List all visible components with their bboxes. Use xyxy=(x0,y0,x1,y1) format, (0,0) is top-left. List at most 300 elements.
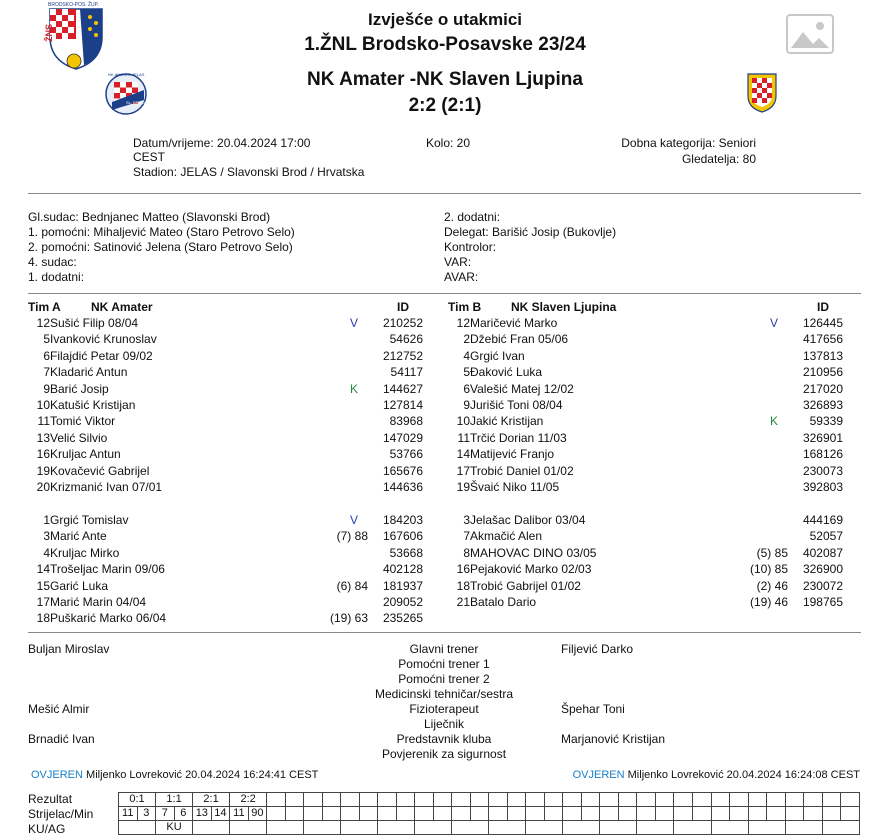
empty-cell xyxy=(489,807,508,821)
scorer-cell: 11 xyxy=(230,807,249,821)
staff-role: Medicinski tehničar/sestra xyxy=(374,687,514,701)
result-cell: 2:2 xyxy=(230,793,267,807)
player-id: 209052 xyxy=(382,595,423,609)
player-number: 11 xyxy=(457,430,470,445)
player-number: 7 xyxy=(463,529,470,544)
empty-cell xyxy=(415,793,434,807)
player-row xyxy=(448,512,868,528)
empty-cell xyxy=(822,807,841,821)
official-entry: Kontrolor: xyxy=(444,240,497,254)
player-row xyxy=(448,446,868,462)
staff-role: Fizioterapeut xyxy=(409,702,479,716)
player-name: Barić Josip xyxy=(50,381,109,396)
home-club-logo xyxy=(104,72,148,116)
empty-cell xyxy=(378,807,397,821)
player-number: 5 xyxy=(43,332,50,347)
player-name: Marić Marin 04/04 xyxy=(50,595,147,609)
captain-flag: K xyxy=(770,414,779,429)
empty-cell xyxy=(304,807,323,821)
player-row xyxy=(28,463,448,479)
official-entry: 2. dodatni: xyxy=(444,210,501,224)
staff-role: Pomoćni trener 2 xyxy=(398,672,490,686)
team-b-id-header: ID xyxy=(817,300,829,314)
verification-home xyxy=(31,769,318,781)
player-number: 12 xyxy=(36,316,50,330)
goalkeeper-flag: V xyxy=(350,513,359,527)
player-name: Tomić Viktor xyxy=(50,414,116,429)
team-b-label: Tim B xyxy=(448,300,482,314)
player-id: 235265 xyxy=(382,611,423,626)
empty-cell xyxy=(341,807,360,821)
empty-cell xyxy=(322,793,341,807)
verified-label: OVJEREN xyxy=(572,769,625,781)
player-number: 16 xyxy=(456,562,470,577)
empty-cell xyxy=(600,793,619,807)
verified-text: Miljenko Lovreković 20.04.2024 16:24:08 CEST xyxy=(627,769,860,781)
player-number: 1 xyxy=(43,513,50,527)
team-a-id-header: ID xyxy=(397,300,409,314)
empty-cell xyxy=(804,793,823,807)
result-cell: 2:1 xyxy=(193,793,230,807)
player-id: 184203 xyxy=(382,513,423,527)
kuag-cell xyxy=(489,821,526,835)
player-name: Trčić Dorian 11/03 xyxy=(470,430,567,445)
team-a-name: NK Amater xyxy=(91,300,153,314)
player-row xyxy=(28,397,448,413)
scorer-cell: 6 xyxy=(174,807,193,821)
player-number: 17 xyxy=(456,463,470,478)
player-row xyxy=(448,397,868,413)
player-row xyxy=(28,594,448,610)
empty-cell xyxy=(637,807,656,821)
empty-cell xyxy=(452,793,471,807)
player-row xyxy=(28,430,448,446)
player-row xyxy=(28,528,448,544)
player-row xyxy=(28,315,448,331)
player-id: 144636 xyxy=(382,480,423,494)
player-id: 53766 xyxy=(389,447,423,462)
player-row xyxy=(28,381,448,397)
empty-cell xyxy=(378,793,397,807)
empty-cell xyxy=(581,793,600,807)
empty-cell xyxy=(785,793,804,807)
player-number: 4 xyxy=(43,545,50,560)
kuag-cell xyxy=(415,821,452,835)
substitution-minute: (7) 88 xyxy=(336,529,368,544)
empty-cell xyxy=(822,793,841,807)
player-number: 4 xyxy=(463,348,470,363)
away-club-logo xyxy=(746,70,778,114)
player-number: 17 xyxy=(36,595,50,609)
goalkeeper-flag: V xyxy=(770,316,779,330)
empty-cell xyxy=(267,793,286,807)
staff-member: Filjević Darko xyxy=(561,642,634,656)
result-cell: 0:1 xyxy=(119,793,156,807)
empty-cell xyxy=(804,807,823,821)
player-name: Akmačić Alen xyxy=(470,529,543,544)
player-number: 8 xyxy=(463,545,470,560)
verified-text: Miljenko Lovreković 20.04.2024 16:24:41 CEST xyxy=(86,769,319,781)
player-number: 15 xyxy=(36,578,50,593)
player-name: Đaković Luka xyxy=(470,365,543,380)
empty-cell xyxy=(730,793,749,807)
staff-role: Pomoćni trener 1 xyxy=(398,657,490,671)
player-id: 53668 xyxy=(389,545,423,560)
player-row xyxy=(448,528,868,544)
official-entry: 1. dodatni: xyxy=(28,270,85,284)
home-club-logo-subtext: SL. BROD xyxy=(126,100,145,105)
match-datetime: Datum/vrijeme: 20.04.2024 17:00 xyxy=(133,136,311,150)
player-number: 18 xyxy=(36,611,50,626)
player-name: Batalo Dario xyxy=(470,595,537,609)
empty-cell xyxy=(767,793,786,807)
player-name: Švaić Niko 11/05 xyxy=(470,480,560,494)
player-id: 54117 xyxy=(390,365,423,380)
player-id: 217020 xyxy=(802,381,843,396)
player-row xyxy=(448,463,868,479)
player-name: Krizmanić Ivan 07/01 xyxy=(50,480,163,494)
empty-cell xyxy=(433,807,452,821)
empty-cell xyxy=(618,807,637,821)
player-row xyxy=(28,331,448,347)
empty-cell xyxy=(767,807,786,821)
empty-cell xyxy=(841,793,860,807)
scorer-row xyxy=(119,807,860,821)
scorer-cell: 90 xyxy=(248,807,267,821)
summary-grid xyxy=(118,792,860,835)
verified-label: OVJEREN xyxy=(31,769,83,781)
official-entry: 1. pomoćni: Mihaljević Mateo (Staro Petrovo Selo) xyxy=(28,225,295,239)
empty-cell xyxy=(692,793,711,807)
empty-cell xyxy=(415,807,434,821)
empty-cell xyxy=(304,793,323,807)
player-row xyxy=(448,561,868,577)
player-name: Trošeljac Marin 09/06 xyxy=(50,562,165,577)
player-name: Grgić Tomislav xyxy=(50,513,129,527)
player-number: 14 xyxy=(456,447,470,462)
match-title: NK Amater -NK Slaven Ljupina xyxy=(307,69,583,90)
player-number: 6 xyxy=(463,381,470,396)
empty-cell xyxy=(748,793,767,807)
empty-cell xyxy=(600,807,619,821)
team-b-name: NK Slaven Ljupina xyxy=(511,300,617,314)
player-name: Kladarić Antun xyxy=(50,365,128,380)
player-id: 417656 xyxy=(802,332,843,347)
verification-away xyxy=(560,769,860,781)
empty-cell xyxy=(526,807,545,821)
player-number: 19 xyxy=(456,480,470,494)
player-row xyxy=(448,348,868,364)
player-id: 210956 xyxy=(802,365,843,380)
substitution-minute: (19) 63 xyxy=(329,611,368,626)
kuag-cell xyxy=(267,821,304,835)
player-row xyxy=(28,364,448,380)
match-stadium: Stadion: JELAS / Slavonski Brod / Hrvatska xyxy=(133,165,365,179)
player-id: 326901 xyxy=(802,430,843,445)
player-number: 2 xyxy=(463,332,470,347)
empty-cell xyxy=(563,807,582,821)
summary-label-scorer: Strijelac/Min xyxy=(28,807,94,821)
spectators: Gledatelja: 80 xyxy=(681,152,756,166)
player-row xyxy=(448,331,868,347)
kuag-cell xyxy=(452,821,489,835)
official-entry: Delegat: Barišić Josip (Bukovlje) xyxy=(444,225,617,239)
kuag-cell xyxy=(711,821,748,835)
player-name: Jakić Kristijan xyxy=(470,414,544,429)
player-name: Kruljac Mirko xyxy=(50,545,120,560)
age-category: Dobna kategorija: Seniori xyxy=(621,136,756,150)
kuag-cell xyxy=(230,821,267,835)
empty-cell xyxy=(526,793,545,807)
official-entry: 4. sudac: xyxy=(28,255,77,269)
player-number: 20 xyxy=(36,480,50,494)
result-row xyxy=(119,793,860,807)
player-name: Matijević Franjo xyxy=(470,447,555,462)
summary-label-result: Rezultat xyxy=(28,792,73,806)
player-name: Katušić Kristijan xyxy=(50,398,136,412)
player-name: Kruljac Antun xyxy=(50,447,121,462)
home-club-logo-text: NK AMATER-JELAS xyxy=(108,72,145,77)
kuag-cell xyxy=(785,821,822,835)
kuag-cell xyxy=(526,821,563,835)
player-name: Trobić Gabrijel 01/02 xyxy=(470,578,581,593)
player-number: 14 xyxy=(36,562,50,577)
player-name: Marić Ante xyxy=(50,529,107,544)
kuag-cell xyxy=(193,821,230,835)
divider xyxy=(28,632,861,633)
empty-cell xyxy=(637,793,656,807)
empty-cell xyxy=(470,793,489,807)
empty-cell xyxy=(452,807,471,821)
player-name: Maričević Marko xyxy=(470,316,558,330)
player-row xyxy=(448,430,868,446)
image-placeholder-icon xyxy=(786,14,834,54)
empty-cell xyxy=(489,793,508,807)
staff-member: Špehar Toni xyxy=(561,702,625,716)
staff-member: Mešić Almir xyxy=(28,702,90,716)
substitution-minute: (10) 85 xyxy=(749,562,788,577)
kuag-cell xyxy=(748,821,785,835)
player-id: 165676 xyxy=(382,463,423,478)
staff-member: Brnadić Ivan xyxy=(28,732,95,746)
player-row xyxy=(448,545,868,561)
player-number: 6 xyxy=(43,348,50,363)
player-name: Velić Silvio xyxy=(50,430,108,445)
staff-member: Buljan Miroslav xyxy=(28,642,110,656)
official-entry: VAR: xyxy=(444,255,472,269)
player-row xyxy=(28,610,448,626)
player-name: Jurišić Toni 08/04 xyxy=(470,398,563,412)
player-row xyxy=(448,381,868,397)
player-number: 3 xyxy=(463,513,470,527)
empty-cell xyxy=(470,807,489,821)
empty-cell xyxy=(563,793,582,807)
kuag-cell xyxy=(563,821,600,835)
summary-label-kuag: KU/AG xyxy=(28,822,66,836)
match-round: Kolo: 20 xyxy=(426,136,471,150)
player-id: 326900 xyxy=(802,562,843,577)
official-entry: AVAR: xyxy=(444,270,479,284)
divider xyxy=(28,193,861,194)
player-name: Garić Luka xyxy=(50,578,109,593)
scorer-cell: 7 xyxy=(156,807,175,821)
empty-cell xyxy=(692,807,711,821)
player-id: 144627 xyxy=(382,381,423,396)
player-id: 52057 xyxy=(809,529,843,544)
player-id: 230072 xyxy=(802,578,843,593)
match-score: 2:2 (2:1) xyxy=(408,95,482,116)
staff-role: Povjerenik za sigurnost xyxy=(381,747,507,761)
player-number: 3 xyxy=(43,529,50,544)
player-id: 168126 xyxy=(802,447,843,462)
empty-cell xyxy=(711,807,730,821)
kuag-cell xyxy=(341,821,378,835)
match-timezone: CEST xyxy=(133,150,166,164)
kuag-cell xyxy=(119,821,156,835)
empty-cell xyxy=(711,793,730,807)
empty-cell xyxy=(785,807,804,821)
empty-cell xyxy=(285,793,304,807)
kuag-cell xyxy=(637,821,674,835)
scorer-cell: 14 xyxy=(211,807,230,821)
kuag-cell xyxy=(674,821,711,835)
player-row xyxy=(28,413,448,429)
player-number: 11 xyxy=(37,414,50,429)
kuag-cell xyxy=(600,821,637,835)
player-number: 7 xyxy=(43,365,50,380)
substitution-minute: (6) 84 xyxy=(336,578,368,593)
player-name: Džebić Fran 05/06 xyxy=(470,332,569,347)
player-number: 19 xyxy=(36,463,50,478)
player-row xyxy=(448,578,868,594)
player-name: Valešić Matej 12/02 xyxy=(470,381,574,396)
player-id: 198765 xyxy=(802,595,843,609)
player-id: 230073 xyxy=(802,463,843,478)
player-number: 18 xyxy=(456,578,470,593)
player-number: 9 xyxy=(43,381,50,396)
player-name: Kovačević Gabrijel xyxy=(50,463,150,478)
player-number: 5 xyxy=(463,365,470,380)
staff-role: Glavni trener xyxy=(409,642,479,656)
kuag-cell xyxy=(378,821,415,835)
empty-cell xyxy=(396,807,415,821)
empty-cell xyxy=(674,793,693,807)
empty-cell xyxy=(322,807,341,821)
empty-cell xyxy=(507,793,526,807)
player-id: 402087 xyxy=(802,545,843,560)
empty-cell xyxy=(359,793,378,807)
player-id: 126445 xyxy=(802,316,843,330)
player-id: 444169 xyxy=(802,513,843,527)
player-name: MAHOVAC DINO 03/05 xyxy=(470,545,597,560)
player-number: 10 xyxy=(36,398,50,412)
substitution-minute: (5) 85 xyxy=(756,545,788,560)
kuag-cell xyxy=(304,821,341,835)
empty-cell xyxy=(618,793,637,807)
player-id: 326893 xyxy=(802,398,843,412)
player-number: 21 xyxy=(456,595,470,609)
federation-logo-letters: ŽNS xyxy=(44,24,54,42)
player-id: 137813 xyxy=(802,348,843,363)
player-id: 167606 xyxy=(382,529,423,544)
league-title: 1.ŽNL Brodsko-Posavske 23/24 xyxy=(304,34,586,55)
staff-role: Liječnik xyxy=(423,717,465,731)
captain-flag: K xyxy=(350,381,359,396)
empty-cell xyxy=(267,807,286,821)
empty-cell xyxy=(341,793,360,807)
player-name: Trobić Daniel 01/02 xyxy=(470,463,574,478)
empty-cell xyxy=(730,807,749,821)
kuag-cell: KU xyxy=(156,821,193,835)
player-number: 12 xyxy=(456,316,470,330)
player-number: 9 xyxy=(463,398,470,412)
empty-cell xyxy=(433,793,452,807)
scorer-cell: 11 xyxy=(119,807,138,821)
player-number: 16 xyxy=(36,447,50,462)
player-row xyxy=(28,545,448,561)
staff-role: Predstavnik kluba xyxy=(396,732,492,746)
empty-cell xyxy=(841,807,860,821)
scorer-cell: 13 xyxy=(193,807,212,821)
scorer-cell: 3 xyxy=(137,807,156,821)
player-id: 147029 xyxy=(382,430,423,445)
official-entry: Gl.sudac: Bednjanec Matteo (Slavonski Brod) xyxy=(28,210,271,224)
player-id: 54626 xyxy=(389,332,423,347)
player-row xyxy=(28,512,448,528)
result-cell: 1:1 xyxy=(156,793,193,807)
player-row xyxy=(28,446,448,462)
player-id: 127814 xyxy=(382,398,423,412)
empty-cell xyxy=(544,807,563,821)
player-row xyxy=(448,315,868,331)
player-name: Ivanković Krunoslav xyxy=(50,332,157,347)
empty-cell xyxy=(359,807,378,821)
player-row xyxy=(28,578,448,594)
player-row xyxy=(448,594,868,610)
player-id: 181937 xyxy=(382,578,423,593)
player-name: Grgić Ivan xyxy=(470,348,525,363)
page-title: Izvješće o utakmici xyxy=(367,10,523,29)
goalkeeper-flag: V xyxy=(350,316,359,330)
player-name: Puškarić Marko 06/04 xyxy=(50,611,167,626)
player-id: 210252 xyxy=(382,316,423,330)
substitution-minute: (19) 46 xyxy=(749,595,788,609)
player-row xyxy=(28,561,448,577)
empty-cell xyxy=(285,807,304,821)
player-id: 59339 xyxy=(809,414,843,429)
player-number: 13 xyxy=(36,430,50,445)
empty-cell xyxy=(655,793,674,807)
player-id: 402128 xyxy=(382,562,423,577)
player-name: Filajdić Petar 09/02 xyxy=(50,348,153,363)
player-number: 10 xyxy=(456,414,470,429)
player-row xyxy=(448,364,868,380)
official-entry: 2. pomoćni: Satinović Jelena (Staro Petrovo Selo) xyxy=(28,240,293,254)
staff-member: Marjanović Kristijan xyxy=(561,732,666,746)
substitution-minute: (2) 46 xyxy=(756,578,788,593)
empty-cell xyxy=(396,793,415,807)
kuag-cell xyxy=(822,821,859,835)
player-row xyxy=(28,479,448,495)
player-row xyxy=(28,348,448,364)
empty-cell xyxy=(581,807,600,821)
player-row xyxy=(448,413,868,429)
player-id: 212752 xyxy=(382,348,423,363)
federation-logo-text: BRODSKO-POS. ŽUP. xyxy=(48,2,99,8)
player-row xyxy=(448,479,868,495)
empty-cell xyxy=(544,793,563,807)
empty-cell xyxy=(674,807,693,821)
